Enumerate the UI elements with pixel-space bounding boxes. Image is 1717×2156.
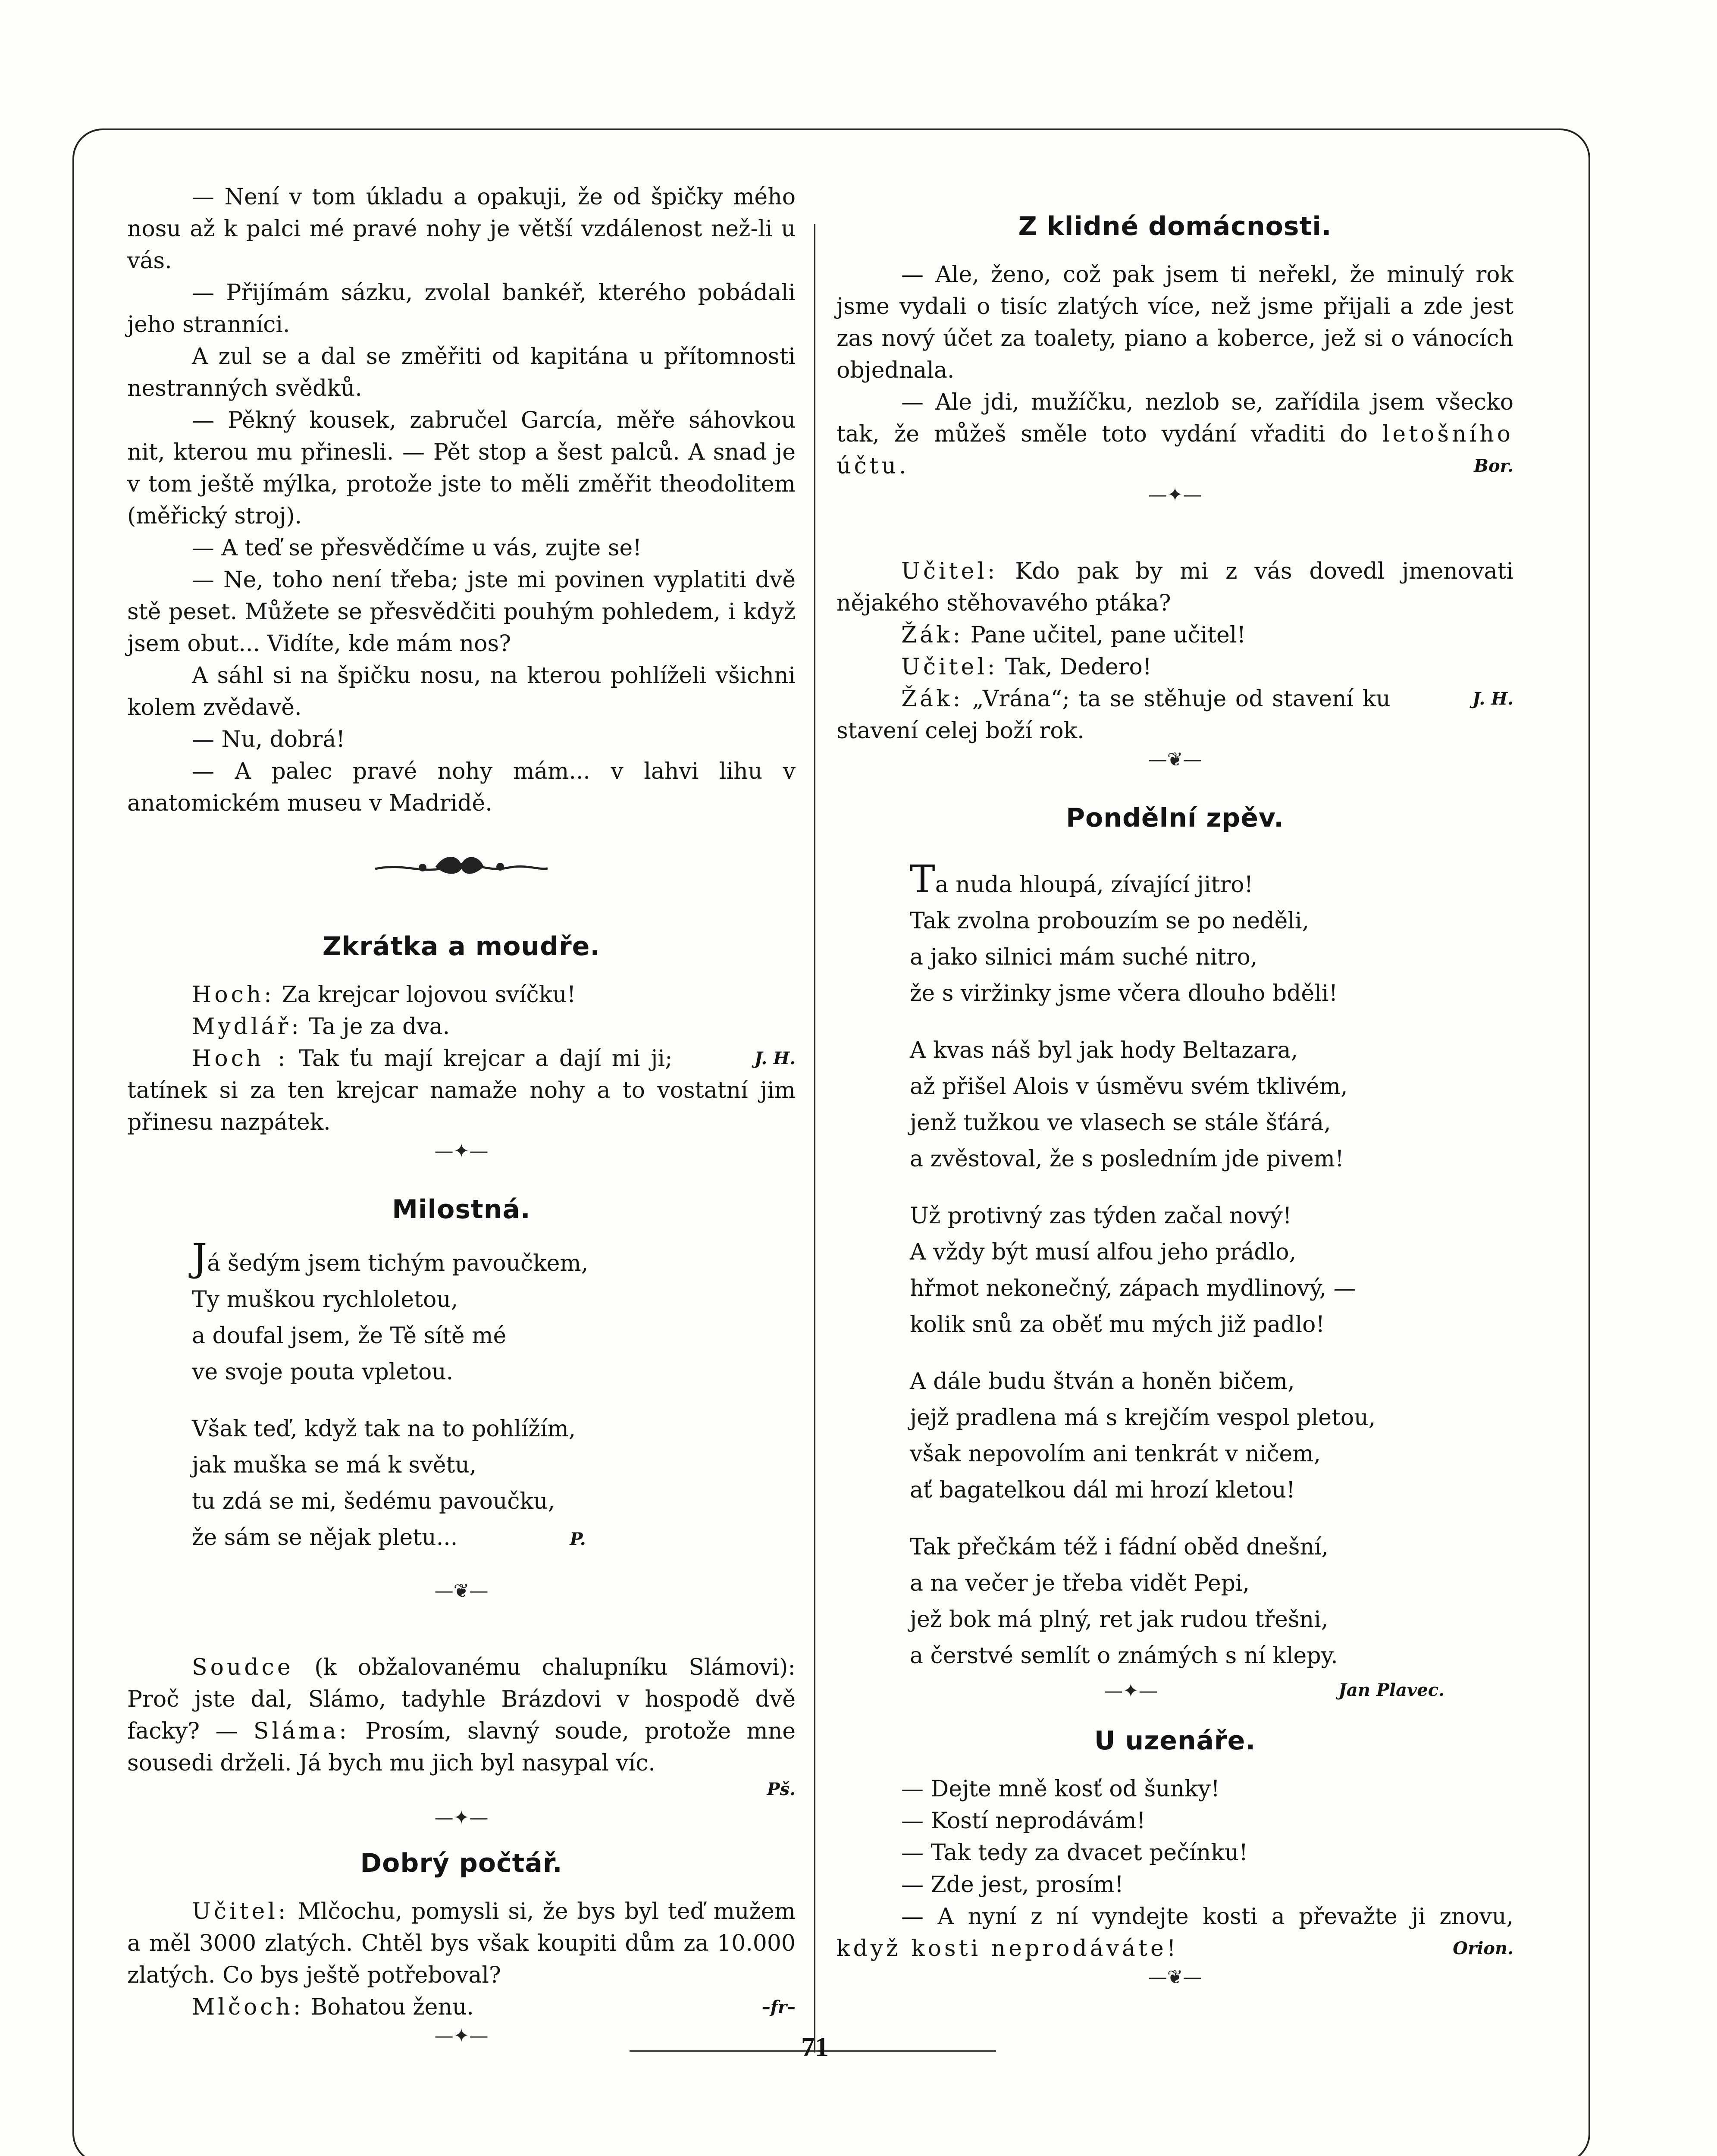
anecdote: –fr– Mlčoch: Bohatou ženu.	[127, 1991, 796, 2023]
poem-line: jež bok má plný, ret jak rudou třešni,	[910, 1607, 1328, 1633]
poem-line: až přišel Alois v úsměvu svém tklivém,	[910, 1074, 1348, 1100]
story-paragraph: — Ale, ženo, což pak jsem ti neřekl, že minulý rok jsme vydali o tisíc zlatých více, než jsme přijali a zde jest zas nový účet za toalety, piano a koberce, jež si o vánocích objednala.	[837, 262, 1513, 383]
flower-ornament: —❦—	[1148, 1966, 1202, 1988]
signature: J. H.	[1472, 689, 1513, 709]
dialogue-line: — Kostí neprodávám!	[901, 1808, 1146, 1834]
dialogue-line: Žák: Pane učitel, pane učitel!	[901, 622, 1246, 648]
poem-line: a čerstvé semlít o známých s ní klepy.	[910, 1643, 1338, 1669]
dialogue-line: — A nyní z ní vyndejte kosti a převažte ji znovu, když kosti neprodáváte! Orion.	[837, 1901, 1513, 1965]
story-paragraph: — A palec pravé nohy mám... v lahvi lihu v anatomickém museu v Madridě.	[127, 758, 796, 816]
poem-line: jenž tužkou ve vlasech se stále šťárá,	[910, 1110, 1331, 1136]
signature: –fr–	[761, 1997, 796, 2017]
anecdote: Soudce (k obžalovanému chalupníku Slámovi): Proč jste dal, Slámo, tadyhle Brázdovi v hospodě dvě facky? — Sláma: Prosím, slavný soude, protože mne sousedi drželi. Já bych mu jich byl nasypal víc.	[127, 1655, 796, 1776]
divider-ornament: —✦—	[1104, 1680, 1158, 1702]
poem-line: a jako silnici mám suché nitro,	[910, 944, 1258, 970]
dialogue-line: — Tak tedy za dvacet pečínku!	[901, 1840, 1248, 1866]
poem-line: ať bagatelkou dál mi hrozí kletou!	[910, 1477, 1295, 1503]
story-paragraph: — Pěkný kousek, zabručel García, měře sáhovkou nit, kterou mu přinesli. — Pět stop a šest palců. A snad je v tom ještě mýlka, protože jste to měli změřit theodolitem (měřický stroj).	[127, 407, 796, 529]
story-paragraph: — A teď se přesvědčíme u vás, zujte se!	[192, 535, 642, 561]
dialogue-line: J. H. Žák: „Vrána“; ta se stěhuje od stavení ku stavení celej boží rok.	[837, 683, 1513, 747]
flower-ornament: —❦—	[1148, 749, 1202, 771]
poem	[837, 857, 1513, 1674]
divider-ornament: —✦—	[1148, 484, 1202, 506]
divider-ornament: —✦—	[434, 1140, 489, 1162]
left-column	[127, 181, 796, 2049]
poem-line: Ty muškou rychloletou,	[192, 1287, 458, 1313]
poem	[127, 1235, 796, 1557]
dialogue-line: Učitel: Kdo pak by mi z vás dovedl jmenovati nějakého stěhovavého ptáka?	[837, 558, 1513, 616]
story-paragraph: — Ale jdi, mužíčku, nezlob se, zařídila jsem všecko tak, že můžeš směle toto vydání vřaditi do letošního účtu. Bor.	[837, 386, 1513, 482]
dialogue-line: — Zde jest, prosím!	[901, 1872, 1124, 1898]
poem-line: že s viržinky jsme včera dlouho bděli!	[910, 981, 1338, 1006]
signature: Pš.	[767, 1779, 796, 1799]
poem-line: Však teď, když tak na to pohlížím,	[192, 1416, 576, 1442]
poem-line: tu zdá se mi, šedému pavoučku,	[192, 1489, 555, 1514]
section-title: Zkrátka a moudře.	[322, 931, 601, 962]
section-title: Milostná.	[392, 1194, 531, 1225]
poem-line: však nepovolím ani tenkrát v ničem,	[910, 1441, 1321, 1467]
right-column	[837, 181, 1513, 1990]
poem-line: jejž pradlena má s krejčím vespol pletou,	[910, 1405, 1376, 1431]
poem-line: Už protivný zas týden začal nový!	[910, 1203, 1292, 1229]
signature-row	[127, 1779, 796, 1805]
poem-line: A kvas náš byl jak hody Beltazara,	[910, 1037, 1298, 1063]
story-paragraph: — Není v tom úkladu a opakuji, že od špičky mého nosu až k palci mé pravé nohy je větší vzdálenost než-li u vás.	[127, 184, 796, 274]
section-title: Pondělní zpěv.	[1066, 803, 1284, 833]
signature: Jan Plavec.	[1338, 1680, 1444, 1700]
poem-line: Já šedým jsem tichým pavoučkem,	[192, 1235, 589, 1280]
section-title: Dobrý počtář.	[360, 1848, 563, 1878]
poem-line: Tak přečkám též i fádní oběd dnešní,	[910, 1534, 1329, 1560]
dialogue-line: Mydlář: Ta je za dva.	[192, 1014, 450, 1040]
flower-ornament: —❦—	[434, 1580, 489, 1602]
poem-line: jak muška se má k světu,	[192, 1452, 477, 1478]
story-paragraph: A zul se a dal se změřiti od kapitána u přítomnosti nestranných svědků.	[127, 344, 796, 401]
story-paragraph: — Ne, toho není třeba; jste mi povinen vyplatiti dvě stě peset. Můžete se přesvědčiti pouhým pohledem, i když jsem obut... Vidíte, kde mám nos?	[127, 567, 796, 657]
anecdote: Učitel: Mlčochu, pomysli si, že bys byl teď mužem a měl 3000 zlatých. Chtěl bys však koupiti dům za 10.000 zlatých. Co bys ještě potřeboval?	[127, 1899, 796, 1988]
dialogue-line: — Dejte mně kosť od šunky!	[901, 1776, 1220, 1802]
signature: Bor.	[1474, 456, 1513, 476]
signature: J. H.	[754, 1048, 796, 1069]
poem-line: a zvěstoval, že s posledním jde pivem!	[910, 1146, 1344, 1172]
story-paragraph: A sáhl si na špičku nosu, na kterou pohlíželi všichni kolem zvědavě.	[127, 663, 796, 721]
dialogue-line: Učitel: Tak, Dedero!	[901, 654, 1152, 680]
signature: Orion.	[1453, 1938, 1513, 1959]
poem-line: hřmot nekonečný, zápach mydlinový, —	[910, 1275, 1356, 1301]
poem-line: A dále budu štván a honěn bičem,	[910, 1369, 1295, 1395]
poem-line: a na večer je třeba vidět Pepi,	[910, 1570, 1250, 1596]
vine-ornament	[371, 849, 552, 884]
section-title: Z klidné domácnosti.	[1018, 211, 1332, 241]
dialogue-line: Hoch: Za krejcar lojovou svíčku!	[192, 982, 576, 1008]
column-rule	[814, 224, 815, 2053]
section-title: U uzenáře.	[1094, 1726, 1256, 1756]
page-number: 71	[801, 2031, 829, 2062]
poem-line: kolik snů za oběť mu mých již padlo!	[910, 1312, 1325, 1338]
story-paragraph: — Nu, dobrá!	[192, 727, 345, 752]
divider-ornament: —✦—	[434, 2025, 489, 2047]
poem-line: A vždy být musí alfou jeho prádlo,	[910, 1239, 1297, 1265]
divider-ornament: —✦—	[434, 1807, 489, 1829]
story-paragraph: — Přijímám sázku, zvolal bankéř, kterého pobádali jeho stranníci.	[127, 280, 796, 338]
poem-line: že sám se nějak pletu... P.	[192, 1525, 586, 1551]
poem-line: Tak zvolna probouzím se po neděli,	[910, 908, 1310, 934]
poem-line: a doufal jsem, že Tě sítě mé	[192, 1323, 507, 1349]
dialogue-line: J. H. Hoch : Tak ťu mají krejcar a dají mi ji; tatínek si za ten krejcar namaže nohy a to vostatní jim přinesu nazpátek.	[127, 1043, 796, 1138]
signature-row	[837, 1678, 1513, 1708]
poem-line: ve svoje pouta vpletou.	[192, 1359, 454, 1385]
signature: P.	[570, 1529, 586, 1549]
poem-line: Ta nuda hloupá, zívající jitro!	[910, 857, 1253, 901]
